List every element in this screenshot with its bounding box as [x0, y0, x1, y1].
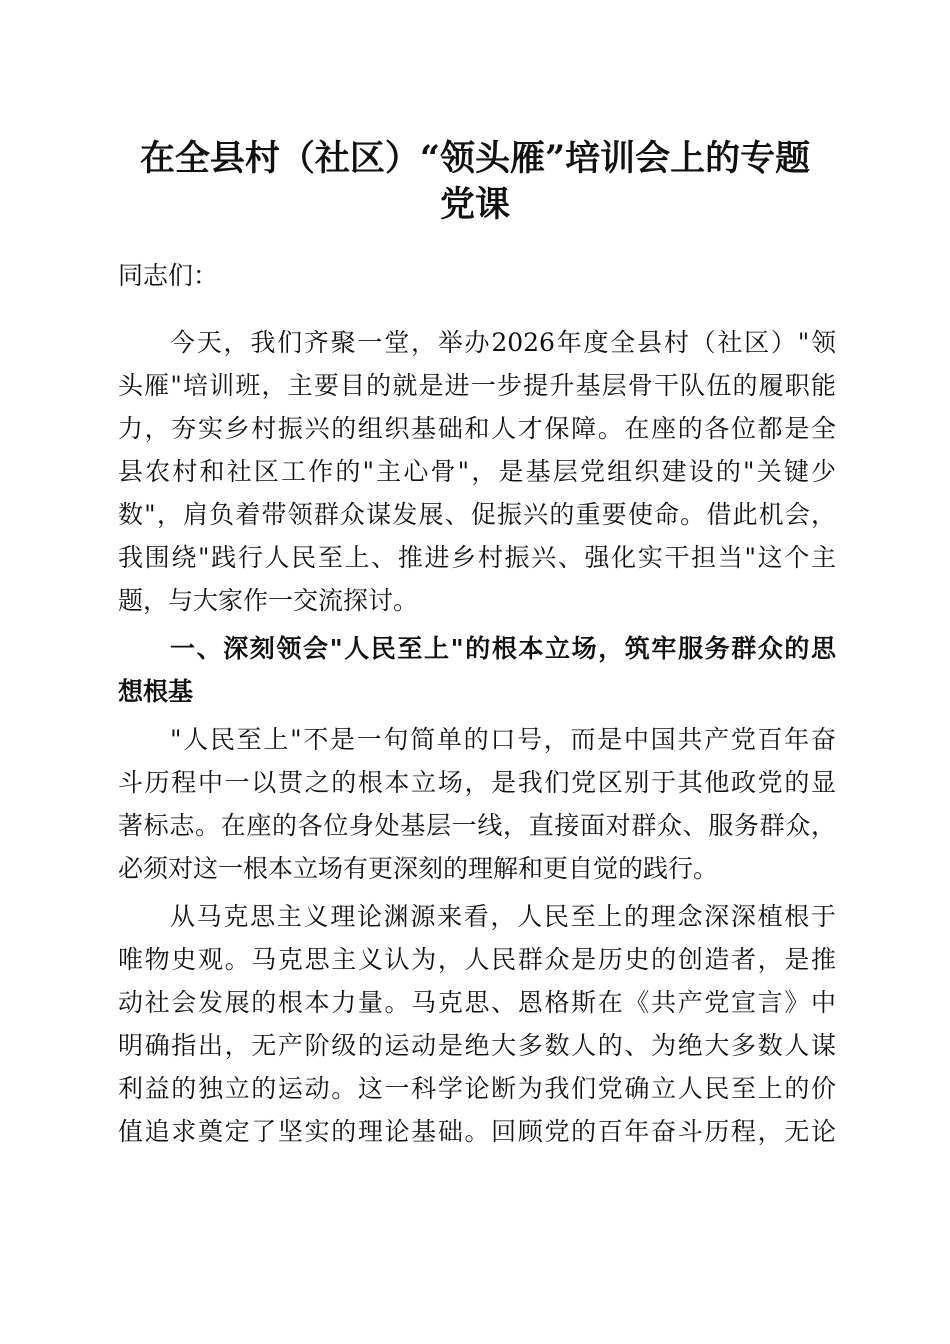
text-line: 必须对这一根本立场有更深刻的理解和更自觉的践行。 [118, 854, 719, 883]
paragraph [118, 895, 836, 1153]
text-line: 数"，肩负着带领群众谋发展、促振兴的重要使命。借此机会， [118, 500, 836, 529]
text-line: 著标志。在座的各位身处基层一线，直接面对群众、服务群众， [118, 811, 836, 840]
text-line: 从马克思主义理论渊源来看，人民至上的理念深深植根于 [170, 902, 836, 931]
title-line: 在全县村（社区）“领头雁”培训会上的专题 [139, 138, 811, 179]
text-line: 题，与大家作一交流探讨。 [118, 586, 419, 615]
text-line: 头雁"培训班，主要目的就是进一步提升基层骨干队伍的履职能 [118, 371, 836, 400]
text-line: 县农村和社区工作的"主心骨"，是基层党组织建设的"关键少 [118, 457, 836, 486]
text-line: 唯物史观。马克思主义认为，人民群众是历史的创造者，是推 [118, 945, 836, 974]
text-line: 利益的独立的运动。这一科学论断为我们党确立人民至上的价 [118, 1074, 836, 1103]
text-line: 斗历程中一以贯之的根本立场，是我们党区别于其他政党的显 [118, 768, 836, 797]
paragraph [118, 321, 836, 622]
text-line: 明确指出，无产阶级的运动是绝大多数人的、为绝大多数人谋 [118, 1031, 836, 1060]
text-line: 力，夯实乡村振兴的组织基础和人才保障。在座的各位都是全 [118, 414, 836, 443]
salutation: 同志们： [118, 261, 219, 290]
text-line: "人民至上"不是一句简单的口号，而是中国共产党百年奋 [170, 725, 836, 754]
document-title [100, 136, 850, 228]
text-line: 我围绕"践行人民至上、推进乡村振兴、强化实干担当"这个主 [118, 543, 836, 572]
section-heading [118, 627, 836, 713]
title-line: 党课 [439, 184, 510, 225]
text-line: 一、深刻领会"人民至上"的根本立场，筑牢服务群众的思 [170, 634, 836, 663]
document-body [118, 254, 836, 1158]
paragraph [118, 718, 836, 890]
text-line: 想根基 [118, 677, 194, 706]
text-line: 动社会发展的根本力量。马克思、恩格斯在《共产党宣言》中 [118, 988, 836, 1017]
text-line: 今天，我们齐聚一堂，举办2026年度全县村（社区）"领 [170, 328, 836, 357]
text-line: 值追求奠定了坚实的理论基础。回顾党的百年奋斗历程，无论 [118, 1117, 836, 1146]
